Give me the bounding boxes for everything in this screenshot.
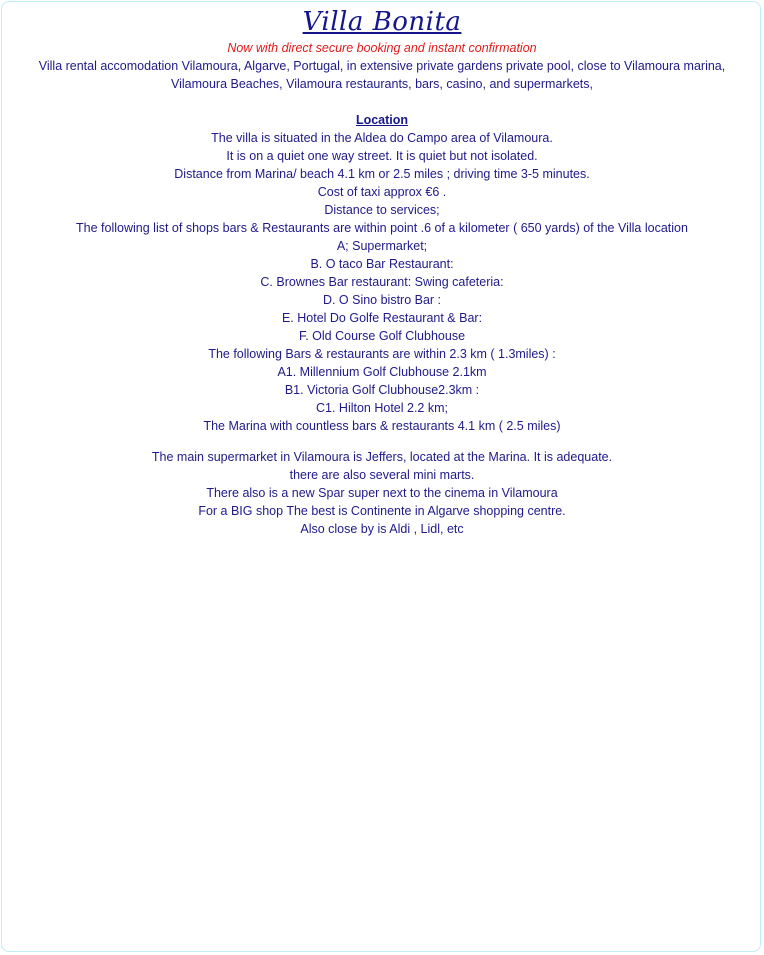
location-list-item: C. Brownes Bar restaurant: Swing cafeteria:	[260, 275, 504, 289]
location-line: Distance to services;	[324, 203, 440, 217]
section-spacer	[2, 435, 762, 448]
page-content	[2, 2, 762, 538]
page-title: Villa Bonita	[302, 7, 462, 37]
intro-line: Villa rental accomodation Vilamoura, Algarve, Portugal, in extensive private gardens private pool, close to Vilamoura marina,	[38, 59, 726, 73]
booking-tagline: Now with direct secure booking and instant confirmation	[227, 41, 537, 55]
location-list-item: B. O taco Bar Restaurant:	[310, 257, 454, 271]
location-line: It is on a quiet one way street. It is quiet but not isolated.	[226, 149, 538, 163]
location-list-item: E. Hotel Do Golfe Restaurant & Bar:	[281, 311, 483, 325]
location-line: The following Bars & restaurants are within 2.3 km ( 1.3miles) :	[208, 347, 556, 361]
location-heading: Location	[355, 113, 409, 127]
location-line: The villa is situated in the Aldea do Campo area of Vilamoura.	[211, 131, 553, 145]
shopping-line: The main supermarket in Vilamoura is Jeffers, located at the Marina. It is adequate.	[151, 450, 613, 464]
location-section	[2, 129, 762, 435]
location-list-item: B1. Victoria Golf Clubhouse2.3km :	[284, 383, 480, 397]
page-frame	[1, 1, 761, 952]
shopping-line: there are also several mini marts.	[289, 468, 475, 482]
location-list-item: F. Old Course Golf Clubhouse	[298, 329, 466, 343]
location-list-item: C1. Hilton Hotel 2.2 km;	[316, 401, 448, 415]
location-line: The following list of shops bars & Restaurants are within point .6 of a kilometer ( 650 yards) of the Villa location	[76, 221, 688, 235]
location-list-item: A; Supermarket;	[336, 239, 428, 253]
location-list-item: A1. Millennium Golf Clubhouse 2.1km	[277, 365, 487, 379]
shopping-line: Also close by is Aldi , Lidl, etc	[300, 522, 464, 536]
location-line: Cost of taxi approx €6 .	[317, 185, 447, 199]
location-list-item: The Marina with countless bars & restaurants 4.1 km ( 2.5 miles)	[203, 419, 561, 433]
shopping-section	[2, 448, 762, 538]
location-list-item: D. O Sino bistro Bar :	[322, 293, 442, 307]
shopping-line: For a BIG shop The best is Continente in Algarve shopping centre.	[198, 504, 566, 518]
location-line: Distance from Marina/ beach 4.1 km or 2.5 miles ; driving time 3-5 minutes.	[174, 167, 590, 181]
shopping-line: There also is a new Spar super next to the cinema in Vilamoura	[206, 486, 558, 500]
intro-line: Vilamoura Beaches, Vilamoura restaurants, bars, casino, and supermarkets,	[171, 77, 593, 91]
